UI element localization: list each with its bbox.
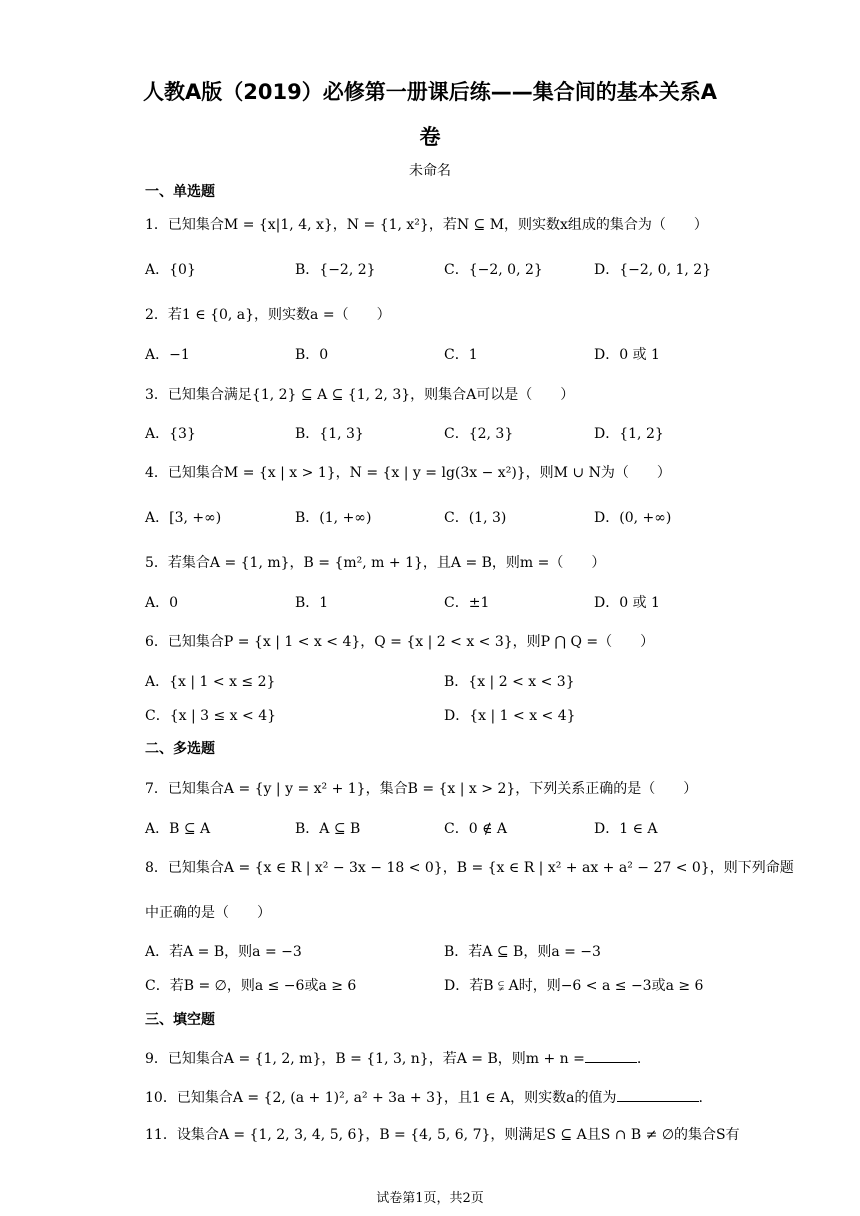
q8-option-d[interactable]: [444, 975, 703, 995]
option-value: {1, 2}: [619, 426, 664, 442]
page-footer: 试卷第1页，共2页: [376, 1191, 484, 1206]
question-9: [145, 1048, 641, 1068]
q3-option-d[interactable]: [594, 423, 664, 443]
q3-option-a[interactable]: [145, 423, 196, 443]
option-value: {x | 2 < x < 3}: [468, 674, 575, 690]
option-value: 若B ⫋ A时，则−6 < a ≤ −3或a ≥ 6: [469, 978, 704, 994]
option-key: A．: [145, 944, 170, 960]
option-key: D．: [594, 347, 620, 363]
q4-option-d[interactable]: [594, 507, 671, 527]
option-value: {2, 3}: [468, 426, 514, 442]
question-1: 1．已知集合M = {x|1, 4, x}，N = {1, x²}，若N ⊆ M，则实数x组成的集合为（ ）: [145, 217, 708, 233]
answer-blank-10[interactable]: [617, 1089, 699, 1102]
q1-option-d[interactable]: [594, 259, 711, 279]
option-value: A ⊆ B: [319, 821, 361, 837]
option-key: B．: [295, 426, 320, 442]
option-key: A．: [145, 426, 170, 442]
option-key: C．: [444, 262, 469, 278]
question-4: 4．已知集合M = {x | x > 1}，N = {x | y = lg(3x − x²)}，则M ∪ N为（ ）: [145, 465, 671, 481]
question-10: [145, 1087, 703, 1107]
option-key: D．: [594, 262, 620, 278]
question-10-text: 10．已知集合A = {2, (a + 1)², a² + 3a + 3}，且1 ∈ A，则实数a的值为: [145, 1090, 617, 1106]
option-value: {−2, 2}: [319, 262, 376, 278]
option-value: 1: [319, 595, 329, 611]
q6-option-a[interactable]: [145, 671, 275, 691]
option-key: D．: [444, 978, 470, 994]
q4-option-a[interactable]: [145, 507, 221, 527]
option-value: 1 ∈ A: [619, 821, 658, 837]
answer-blank-9[interactable]: [585, 1050, 637, 1063]
option-key: D．: [594, 510, 620, 526]
option-value: {−2, 0, 1, 2}: [619, 262, 712, 278]
option-value: {3}: [169, 426, 196, 442]
option-value: {x | 1 < x ≤ 2}: [169, 674, 276, 690]
q8-option-a[interactable]: [145, 941, 302, 961]
q6-option-c[interactable]: [145, 705, 276, 725]
q2-option-d[interactable]: [594, 344, 660, 364]
option-key: A．: [145, 821, 170, 837]
option-key: B．: [295, 262, 320, 278]
option-key: C．: [444, 510, 469, 526]
q1-option-c[interactable]: [444, 259, 543, 279]
option-value: 若A = B，则a = −3: [169, 944, 302, 960]
question-9-end: .: [636, 1051, 642, 1067]
option-key: B．: [295, 821, 320, 837]
q7-option-a[interactable]: [145, 818, 210, 838]
q8-option-b[interactable]: [444, 941, 601, 961]
option-value: 0: [169, 595, 179, 611]
q2-option-b[interactable]: [295, 344, 328, 364]
option-value: −1: [169, 347, 190, 363]
q1-option-b[interactable]: [295, 259, 376, 279]
question-3: 3．已知集合满足{1, 2} ⊆ A ⊆ {1, 2, 3}，则集合A可以是（ ）: [145, 387, 575, 403]
option-key: D．: [444, 708, 470, 724]
q3-option-b[interactable]: [295, 423, 364, 443]
title-line-1: 人教A版（2019）必修第一册课后练——集合间的基本关系A: [143, 80, 717, 104]
q8-option-c[interactable]: [145, 975, 356, 995]
option-value: ±1: [468, 595, 490, 611]
question-9-text: 9．已知集合A = {1, 2, m}，B = {1, 3, n}，若A = B，则m + n =: [145, 1051, 585, 1067]
option-value: {−2, 0, 2}: [468, 262, 543, 278]
option-value: {x | 3 ≤ x < 4}: [169, 708, 277, 724]
q5-option-a[interactable]: [145, 592, 178, 612]
option-value: 0 或 1: [619, 595, 660, 611]
option-key: C．: [444, 595, 469, 611]
option-key: C．: [444, 426, 469, 442]
section-multiple-choice: 二、多选题: [145, 741, 215, 757]
q5-option-c[interactable]: [444, 592, 489, 612]
option-key: C．: [145, 708, 170, 724]
q2-option-c[interactable]: [444, 344, 478, 364]
option-key: B．: [295, 510, 320, 526]
q5-option-d[interactable]: [594, 592, 660, 612]
question-2: 2．若1 ∈ {0, a}，则实数a =（ ）: [145, 307, 391, 323]
option-value: {x | 1 < x < 4}: [469, 708, 576, 724]
option-key: B．: [295, 347, 320, 363]
option-value: 若B = ∅，则a ≤ −6或a ≥ 6: [169, 978, 357, 994]
q5-option-b[interactable]: [295, 592, 328, 612]
option-key: B．: [444, 944, 469, 960]
q7-option-b[interactable]: [295, 818, 360, 838]
option-key: A．: [145, 674, 170, 690]
option-value: (1, +∞): [319, 510, 372, 526]
option-value: B ⊆ A: [169, 821, 211, 837]
q6-option-d[interactable]: [444, 705, 576, 725]
q4-option-c[interactable]: [444, 507, 506, 527]
option-value: {1, 3}: [319, 426, 364, 442]
section-fill-in: 三、填空题: [145, 1012, 215, 1028]
q7-option-d[interactable]: [594, 818, 658, 838]
question-7: 7．已知集合A = {y | y = x² + 1}，集合B = {x | x > 2}，下列关系正确的是（ ）: [145, 781, 698, 797]
q3-option-c[interactable]: [444, 423, 513, 443]
question-6: 6．已知集合P = {x | 1 < x < 4}，Q = {x | 2 < x < 3}，则P ⋂ Q =（ ）: [145, 634, 655, 650]
option-key: D．: [594, 595, 620, 611]
option-value: 若A ⊆ B，则a = −3: [468, 944, 601, 960]
option-key: B．: [444, 674, 469, 690]
section-single-choice: 一、单选题: [145, 184, 215, 200]
q6-option-b[interactable]: [444, 671, 575, 691]
option-key: D．: [594, 821, 620, 837]
option-value: (0, +∞): [619, 510, 672, 526]
option-key: B．: [295, 595, 320, 611]
option-key: C．: [444, 347, 469, 363]
option-value: (1, 3): [468, 510, 507, 526]
q1-option-a[interactable]: [145, 259, 196, 279]
option-value: 0 ∉ A: [468, 821, 507, 837]
option-key: A．: [145, 347, 170, 363]
question-8-continued: 中正确的是（ ）: [145, 905, 271, 921]
option-value: 0: [319, 347, 329, 363]
question-5: 5．若集合A = {1, m}，B = {m², m + 1}，且A = B，则m =（ ）: [145, 555, 606, 571]
option-value: {0}: [169, 262, 196, 278]
option-key: C．: [444, 821, 469, 837]
author: 未命名: [409, 163, 451, 179]
option-value: 0 或 1: [619, 347, 660, 363]
option-key: C．: [145, 978, 170, 994]
q2-option-a[interactable]: [145, 344, 190, 364]
question-11: 11．设集合A = {1, 2, 3, 4, 5, 6}，B = {4, 5, 6, 7}，则满足S ⊆ A且S ∩ B ≠ ∅的集合S有: [145, 1127, 740, 1143]
option-key: A．: [145, 510, 170, 526]
q4-option-b[interactable]: [295, 507, 371, 527]
option-value: [3, +∞): [169, 510, 222, 526]
title-line-2: 卷: [419, 125, 441, 149]
question-10-end: .: [698, 1090, 703, 1106]
option-key: A．: [145, 595, 170, 611]
question-8: 8．已知集合A = {x ∈ R | x² − 3x − 18 < 0}，B = {x ∈ R | x² + ax + a² − 27 < 0}，则下列命题: [145, 860, 794, 876]
option-value: 1: [468, 347, 478, 363]
q7-option-c[interactable]: [444, 818, 507, 838]
option-key: A．: [145, 262, 170, 278]
option-key: D．: [594, 426, 620, 442]
